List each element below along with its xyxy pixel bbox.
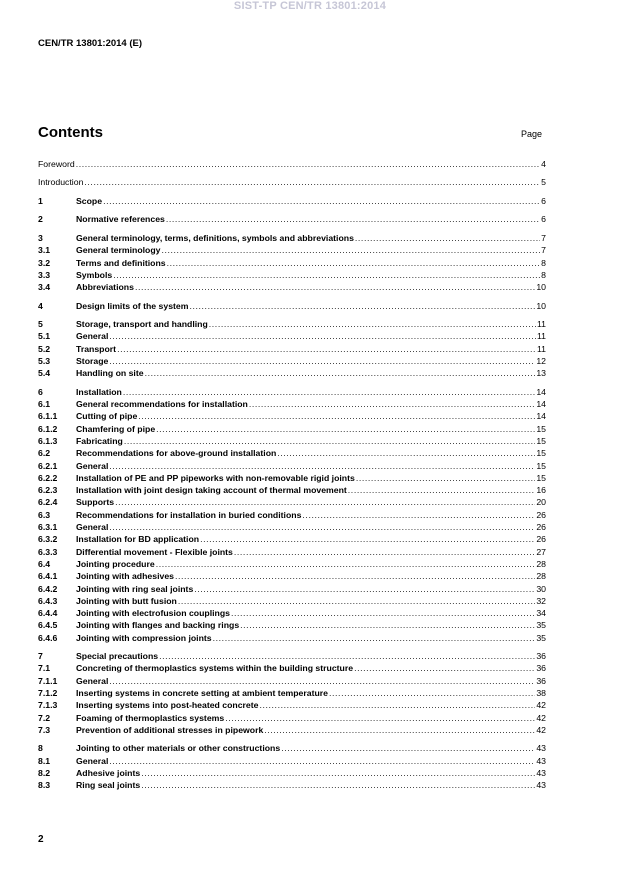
- toc-dot-leader: [189, 300, 535, 312]
- toc-entry[interactable]: [38, 699, 546, 711]
- toc-entry-title: Inserting systems in concrete setting at ambient temperature: [76, 688, 329, 699]
- toc-dot-leader: [109, 355, 535, 367]
- toc-entry-title: Recommendations for above-ground installation: [76, 448, 277, 459]
- toc-entry-page: 38: [536, 688, 546, 699]
- toc-entry[interactable]: [38, 583, 546, 595]
- toc-entry-title: Jointing with flanges and backing rings: [76, 620, 240, 631]
- toc-entry[interactable]: [38, 724, 546, 736]
- toc-entry-number: 6.3.1: [38, 522, 58, 533]
- toc-entry-title: Jointing with adhesives: [76, 571, 174, 582]
- toc-entry-number: 7.1.3: [38, 700, 58, 711]
- toc-entry-page: 26: [536, 509, 546, 520]
- toc-entry-title: Storage: [76, 355, 109, 366]
- toc-entry-number: 5.1: [38, 331, 51, 342]
- toc-entry-title: Jointing with ring seal joints: [76, 583, 194, 594]
- toc-dot-leader: [76, 158, 540, 170]
- toc-entry[interactable]: [38, 632, 546, 644]
- toc-entry[interactable]: [38, 662, 546, 674]
- toc-entry-title: Symbols: [76, 269, 113, 280]
- toc-entry[interactable]: [38, 472, 546, 484]
- toc-entry[interactable]: [38, 195, 546, 207]
- toc-dot-leader: [115, 496, 535, 508]
- toc-entry-page: 28: [536, 558, 546, 569]
- toc-entry-number: 6.4.3: [38, 595, 58, 606]
- toc-entry-number: 6: [38, 386, 43, 397]
- toc-entry[interactable]: [38, 484, 546, 496]
- toc-dot-leader: [178, 595, 535, 607]
- toc-entry-number: 2: [38, 214, 43, 225]
- toc-dot-leader: [259, 699, 535, 711]
- toc-dot-leader: [166, 213, 540, 225]
- toc-dot-leader: [194, 583, 535, 595]
- toc-entry[interactable]: [38, 367, 546, 379]
- toc-dot-leader: [141, 779, 535, 791]
- toc-entry-page: 43: [536, 743, 546, 754]
- toc-entry-title: General: [76, 331, 109, 342]
- toc-entry-page: 15: [536, 448, 546, 459]
- toc-entry[interactable]: [38, 570, 546, 582]
- toc-entry-title: Recommendations for installation in buried conditions: [76, 509, 302, 520]
- toc-dot-leader: [84, 176, 540, 188]
- toc-entry-number: 6.2.1: [38, 460, 58, 471]
- toc-entry-number: 5.4: [38, 368, 51, 379]
- toc-dot-leader: [231, 607, 535, 619]
- toc-entry-page: 13: [536, 368, 546, 379]
- toc-entry-page: 5: [541, 177, 546, 188]
- toc-entry-page: 35: [536, 632, 546, 643]
- toc-entry[interactable]: [38, 257, 546, 269]
- toc-entry[interactable]: [38, 687, 546, 699]
- toc-entry[interactable]: [38, 521, 546, 533]
- toc-entry-page: 42: [536, 700, 546, 711]
- toc-dot-leader: [145, 367, 536, 379]
- toc-entry-number: 6.4.4: [38, 608, 58, 619]
- toc-entry[interactable]: [38, 607, 546, 619]
- toc-entry-title: Storage, transport and handling: [76, 319, 208, 330]
- toc-entry-page: 4: [541, 159, 546, 169]
- toc-entry-page: 10: [536, 282, 546, 293]
- toc-dot-leader: [156, 423, 535, 435]
- toc-entry-number: 3.3: [38, 269, 51, 280]
- toc-entry[interactable]: [38, 742, 546, 754]
- toc-entry-number: 6.3.3: [38, 546, 58, 557]
- document-id: CEN/TR 13801:2014 (E): [38, 38, 143, 49]
- toc-entry-title: Special precautions: [76, 651, 159, 662]
- toc-entry-title: Fabricating: [76, 435, 123, 446]
- toc-entry-number: 7.1.2: [38, 688, 58, 699]
- toc-entry-title: General terminology, terms, definitions, symbols and abbreviations: [76, 232, 354, 243]
- toc-entry-page: 42: [536, 724, 546, 735]
- toc-entry-number: 7.1: [38, 663, 51, 674]
- toc-entry-page: 7: [541, 232, 546, 243]
- toc-entry[interactable]: [38, 650, 546, 662]
- toc-entry-number: 6.1.1: [38, 411, 58, 422]
- toc-dot-leader: [103, 195, 540, 207]
- toc-entry[interactable]: [38, 232, 546, 244]
- toc-entry-page: 26: [536, 522, 546, 533]
- toc-entry-number: 1: [38, 195, 43, 206]
- toc-entry-title: Normative references: [76, 214, 165, 225]
- toc-entry-page: 20: [536, 497, 546, 508]
- toc-entry-page: 14: [536, 399, 546, 410]
- toc-entry-title: Chamfering of pipe: [76, 423, 156, 434]
- toc-dot-leader: [249, 398, 535, 410]
- toc-entry-number: 6.4.5: [38, 620, 58, 631]
- toc-entry-number: 5: [38, 319, 43, 330]
- toc-entry-number: 7: [38, 651, 43, 662]
- toc-dot-leader: [113, 269, 540, 281]
- toc-entry-title: Foreword: [38, 159, 75, 169]
- toc-entry-title: Introduction: [38, 177, 84, 188]
- toc-entry-title: Jointing to other materials or other constructions: [76, 743, 281, 754]
- toc-entry[interactable]: [38, 410, 546, 422]
- toc-dot-leader: [281, 742, 535, 754]
- toc-dot-leader: [124, 435, 536, 447]
- toc-entry-page: 12: [536, 355, 546, 366]
- toc-entry[interactable]: [38, 158, 546, 170]
- toc-dot-leader: [225, 712, 535, 724]
- toc-entry-page: 43: [536, 755, 546, 766]
- toc-entry[interactable]: [38, 755, 546, 767]
- toc-entry-title: Terms and definitions: [76, 257, 166, 268]
- toc-entry[interactable]: [38, 269, 546, 281]
- toc-entry-page: 28: [536, 571, 546, 582]
- toc-entry[interactable]: [38, 300, 546, 312]
- toc-entry[interactable]: [38, 595, 546, 607]
- toc-dot-leader: [161, 244, 540, 256]
- toc-dot-leader: [302, 509, 535, 521]
- toc-entry-page: 15: [536, 435, 546, 446]
- toc-entry-number: 6.3: [38, 509, 51, 520]
- toc-entry-number: 3: [38, 232, 43, 243]
- toc-dot-leader: [209, 318, 536, 330]
- toc-entry[interactable]: [38, 176, 546, 188]
- toc-entry-page: 36: [536, 675, 546, 686]
- toc-entry[interactable]: [38, 767, 546, 779]
- toc-dot-leader: [109, 755, 535, 767]
- toc-entry-page: 43: [536, 768, 546, 779]
- table-of-contents: [38, 158, 546, 792]
- toc-entry[interactable]: [38, 330, 546, 342]
- toc-entry[interactable]: [38, 779, 546, 791]
- toc-entry-number: 7.3: [38, 724, 51, 735]
- toc-entry-number: 8.2: [38, 768, 51, 779]
- toc-entry-title: Jointing procedure: [76, 558, 155, 569]
- toc-entry-page: 11: [536, 319, 546, 330]
- toc-entry[interactable]: [38, 675, 546, 687]
- toc-entry-title: Installation: [76, 386, 122, 397]
- toc-entry[interactable]: [38, 435, 546, 447]
- toc-entry[interactable]: [38, 244, 546, 256]
- toc-entry-title: Jointing with electrofusion couplings: [76, 608, 230, 619]
- toc-entry-number: 6.4.2: [38, 583, 58, 594]
- toc-dot-leader: [356, 472, 535, 484]
- toc-entry-title: Differential movement - Flexible joints: [76, 546, 233, 557]
- toc-entry-title: Handling on site: [76, 368, 144, 379]
- toc-entry-title: Jointing with butt fusion: [76, 595, 177, 606]
- toc-entry-title: Foaming of thermoplastics systems: [76, 712, 225, 723]
- toc-entry-number: 7.2: [38, 712, 51, 723]
- toc-dot-leader: [109, 675, 535, 687]
- toc-entry-page: 8: [541, 269, 546, 280]
- toc-entry[interactable]: [38, 213, 546, 225]
- toc-entry-page: 15: [536, 472, 546, 483]
- toc-dot-leader: [135, 281, 535, 293]
- toc-dot-leader: [355, 232, 540, 244]
- toc-entry-number: 8.3: [38, 780, 51, 791]
- toc-entry-page: 15: [536, 423, 546, 434]
- toc-dot-leader: [240, 619, 535, 631]
- toc-dot-leader: [200, 533, 535, 545]
- toc-entry-title: Installation with joint design taking account of thermal movement: [76, 485, 347, 496]
- toc-dot-leader: [117, 343, 536, 355]
- toc-dot-leader: [277, 447, 535, 459]
- toc-entry-title: Supports: [76, 497, 115, 508]
- page-number: 2: [38, 834, 44, 845]
- toc-entry-number: 6.2.2: [38, 472, 58, 483]
- toc-entry[interactable]: [38, 343, 546, 355]
- toc-entry-title: Installation of PE and PP pipeworks with non-removable rigid joints: [76, 472, 355, 483]
- toc-entry-page: 36: [536, 663, 546, 674]
- toc-entry[interactable]: [38, 533, 546, 545]
- toc-entry-title: General: [76, 522, 109, 533]
- toc-entry-number: 8.1: [38, 755, 51, 766]
- toc-dot-leader: [167, 257, 541, 269]
- toc-entry-page: 14: [536, 411, 546, 422]
- toc-entry-page: 11: [536, 331, 546, 342]
- toc-entry-number: 6.1: [38, 399, 51, 410]
- toc-entry[interactable]: [38, 712, 546, 724]
- toc-entry-title: Ring seal joints: [76, 780, 141, 791]
- toc-dot-leader: [109, 330, 536, 342]
- toc-dot-leader: [329, 687, 535, 699]
- toc-entry-number: 6.3.2: [38, 534, 58, 545]
- toc-dot-leader: [141, 767, 535, 779]
- toc-dot-leader: [234, 546, 535, 558]
- watermark: SIST-TP CEN/TR 13801:2014: [233, 0, 387, 12]
- toc-entry-page: 7: [541, 245, 546, 256]
- toc-entry[interactable]: [38, 423, 546, 435]
- toc-dot-leader: [175, 570, 535, 582]
- toc-entry-title: Adhesive joints: [76, 768, 141, 779]
- toc-entry-page: 6: [541, 214, 546, 225]
- toc-entry-page: 42: [536, 712, 546, 723]
- toc-entry-page: 8: [541, 257, 546, 268]
- toc-entry-number: 6.1.3: [38, 435, 58, 446]
- toc-dot-leader: [123, 386, 535, 398]
- toc-entry-page: 15: [536, 460, 546, 471]
- toc-entry[interactable]: [38, 509, 546, 521]
- toc-dot-leader: [156, 558, 536, 570]
- toc-dot-leader: [213, 632, 536, 644]
- toc-entry-page: 16: [536, 485, 546, 496]
- toc-entry-number: 6.2.4: [38, 497, 58, 508]
- toc-dot-leader: [138, 410, 535, 422]
- toc-entry-number: 6.4.6: [38, 632, 58, 643]
- toc-entry-page: 14: [536, 386, 546, 397]
- toc-entry-title: Transport: [76, 343, 117, 354]
- toc-entry-page: 35: [536, 620, 546, 631]
- toc-entry-page: 6: [541, 195, 546, 206]
- toc-entry-page: 43: [536, 780, 546, 791]
- toc-entry-number: 6.4: [38, 558, 51, 569]
- toc-entry-page: 27: [536, 546, 546, 557]
- toc-entry-page: 11: [536, 343, 546, 354]
- toc-entry[interactable]: [38, 619, 546, 631]
- toc-entry-title: Abbreviations: [76, 282, 134, 293]
- toc-entry[interactable]: [38, 447, 546, 459]
- toc-entry-number: 3.4: [38, 282, 51, 293]
- toc-entry[interactable]: [38, 546, 546, 558]
- toc-entry-page: 26: [536, 534, 546, 545]
- toc-entry-title: General: [76, 675, 109, 686]
- toc-entry-number: 4: [38, 300, 43, 311]
- toc-entry-title: Concreting of thermoplastics systems within the building structure: [76, 663, 354, 674]
- toc-entry[interactable]: [38, 281, 546, 293]
- toc-entry[interactable]: [38, 386, 546, 398]
- page-column-label: Page: [521, 129, 543, 139]
- toc-entry-title: Inserting systems into post-heated concrete: [76, 700, 259, 711]
- toc-dot-leader: [264, 724, 535, 736]
- toc-dot-leader: [109, 460, 535, 472]
- toc-entry[interactable]: [38, 318, 546, 330]
- toc-dot-leader: [159, 650, 535, 662]
- toc-entry-number: 7.1.1: [38, 675, 58, 686]
- toc-entry-number: 8: [38, 743, 43, 754]
- toc-entry-title: Scope: [76, 195, 103, 206]
- toc-entry-title: Design limits of the system: [76, 300, 189, 311]
- toc-entry[interactable]: [38, 355, 546, 367]
- contents-heading: Contents: [38, 124, 103, 141]
- toc-entry-number: 3.2: [38, 257, 51, 268]
- toc-entry-page: 32: [536, 595, 546, 606]
- toc-entry-page: 34: [536, 608, 546, 619]
- toc-entry-title: General: [76, 755, 109, 766]
- toc-entry-number: 6.2: [38, 448, 51, 459]
- toc-entry-number: 3.1: [38, 245, 51, 256]
- toc-entry-title: General terminology: [76, 245, 161, 256]
- toc-entry-number: 6.2.3: [38, 485, 58, 496]
- toc-entry-page: 36: [536, 651, 546, 662]
- toc-dot-leader: [109, 521, 535, 533]
- toc-entry-number: 6.1.2: [38, 423, 58, 434]
- toc-entry-number: 6.4.1: [38, 571, 58, 582]
- toc-entry-number: 5.2: [38, 343, 51, 354]
- toc-entry[interactable]: [38, 496, 546, 508]
- toc-entry[interactable]: [38, 398, 546, 410]
- toc-entry-title: Installation for BD application: [76, 534, 200, 545]
- toc-entry-title: Prevention of additional stresses in pipework: [76, 724, 264, 735]
- toc-entry-number: 5.3: [38, 355, 51, 366]
- toc-entry-title: Jointing with compression joints: [76, 632, 212, 643]
- toc-entry[interactable]: [38, 460, 546, 472]
- toc-entry-page: 30: [536, 583, 546, 594]
- toc-entry-title: General recommendations for installation: [76, 399, 248, 410]
- toc-entry[interactable]: [38, 558, 546, 570]
- toc-dot-leader: [348, 484, 536, 496]
- toc-dot-leader: [354, 662, 535, 674]
- toc-entry-page: 10: [536, 300, 546, 311]
- toc-entry-title: Cutting of pipe: [76, 411, 138, 422]
- toc-entry-title: General: [76, 460, 109, 471]
